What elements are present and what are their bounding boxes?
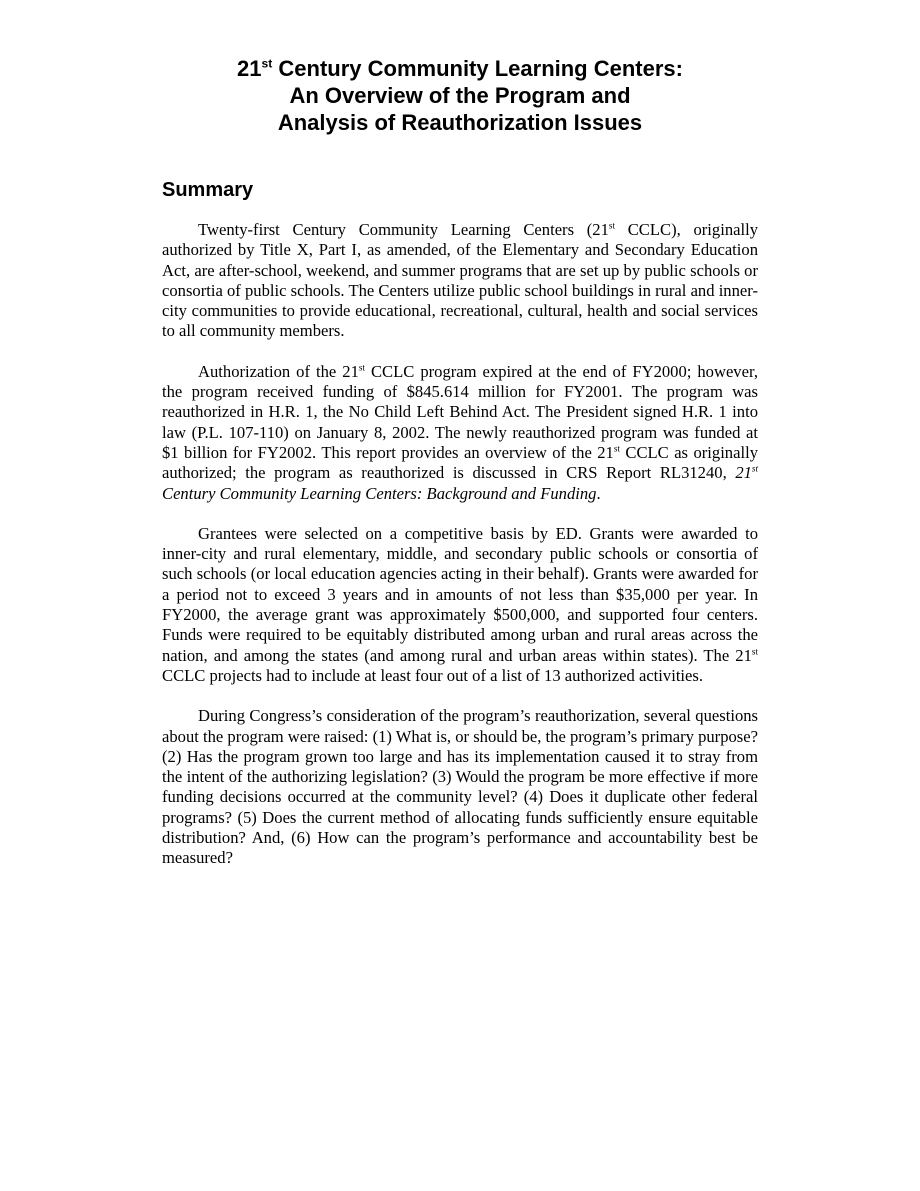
p2-text-d: . (596, 483, 601, 503)
p4-text: During Congress’s consideration of the program’s reauthorization, several questions about the program were raised: (1) What is, or should be, the program’s primary purpose? (2) Has the program grown too large and has its implementation caused it to stray from the intent of the authorizing legislation? (3) Would the program be more effective if more funding decisions occurred at the community level? (4) Does it duplicate other federal programs? (5) Does the current method of allocating funds sufficiently ensure equitable distribution? And, (6) How can the program’s performance and accountability best be measured? (162, 706, 758, 868)
p2-report-title-b: Century Community Learning Centers: Background and Funding (162, 483, 597, 503)
document-page (162, 55, 758, 869)
summary-paragraph-2 (162, 362, 758, 504)
title-line-1-text: Century Community Learning Centers: (272, 56, 683, 81)
title-line-1-superscript: st (261, 56, 273, 71)
title-line-2: An Overview of the Program and (289, 83, 631, 108)
summary-paragraph-4 (162, 706, 758, 868)
summary-heading: Summary (162, 179, 254, 201)
p2-report-title-a: 21 (735, 463, 752, 483)
summary-paragraph-3 (162, 524, 758, 686)
p2-text-b: CCLC program expired at the end of FY2000; however, the program received funding of $845.614 million for FY2001. The program was reauthorized in H.R. 1, the No Child Left Behind Act. The President signed H.R. 1 into law (P.L. 107-110) on January 8, 2002. The newly reauthorized program was funded at $1 billion for FY2002. This report provides an overview of the 21 (162, 361, 758, 462)
p2-report-title-superscript: st (751, 463, 758, 474)
p1-text-b: CCLC), originally authorized by Title X, Part I, as amended, of the Elementary and Secondary Education Act, are after-school, weekend, and summer programs that are set up by public schools or consortia of public schools. The Centers utilize public school buildings in rural and inner-city communities to provide educational, recreational, cultural, health and social services to all community members. (162, 220, 758, 341)
document-title (162, 55, 758, 136)
summary-paragraph-1 (162, 220, 758, 342)
p3-text-b: CCLC projects had to include at least four out of a list of 13 authorized activities. (162, 665, 704, 685)
p1-text-a: Twenty-first Century Community Learning Centers (21 (198, 220, 609, 239)
p2-text-a: Authorization of the 21 (198, 361, 359, 381)
p3-text-a: Grantees were selected on a competitive basis by ED. Grants were awarded to inner-city and rural elementary, middle, and secondary public schools or consortia of such schools (or local education agencies acting in their behalf). Grants were awarded for a period not to exceed 3 years and in amounts of not less than $35,000 per year. In FY2000, the average grant was approximately $500,000, and supported four centers. Funds were required to be equitably distributed among urban and rural areas across the nation, and among the states (and among rural and urban areas within states). The 21 (162, 523, 758, 665)
p2-superscript-1: st (358, 362, 365, 373)
title-line-1 (162, 55, 758, 82)
p3-superscript: st (751, 646, 758, 657)
p2-superscript-2: st (613, 443, 620, 454)
p1-superscript: st (608, 220, 615, 231)
p2-text-c: CCLC as originally authorized; the program as reauthorized is discussed in CRS Report RL31240, (162, 442, 758, 483)
title-line-1-number: 21 (237, 56, 262, 81)
title-line-3: Analysis of Reauthorization Issues (277, 110, 643, 135)
